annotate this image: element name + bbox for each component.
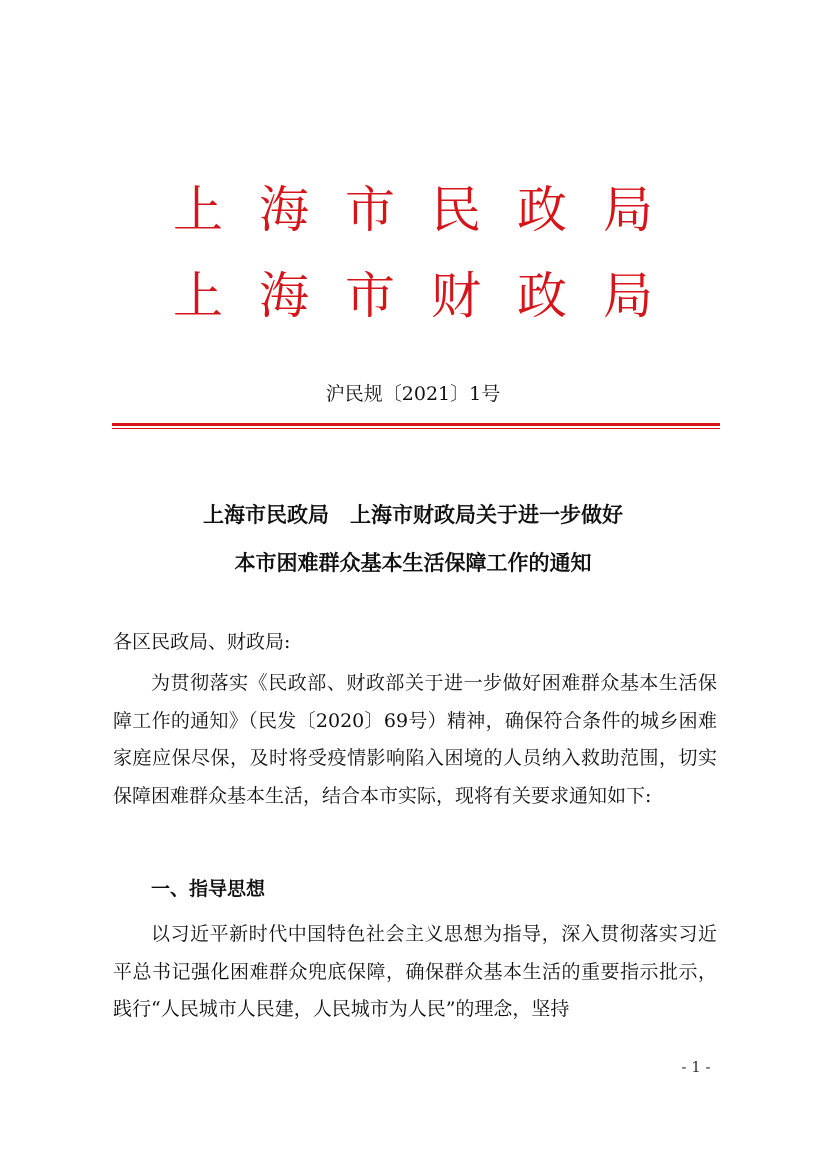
red-separator-thin: [112, 428, 720, 429]
document-title-line-1: 上海市民政局 上海市财政局关于进一步做好: [203, 503, 623, 527]
document-number: 沪民规〔2021〕1号: [325, 383, 501, 405]
paragraph-intro: 为贯彻落实《民政部、财政部关于进一步做好困难群众基本生活保障工作的通知》（民发〔2020〕69号）精神，确保符合条件的城乡困难家庭应保尽保，及时将受疫情影响陷入困境的人员纳入救助范围，切实保障困难群众基本生活，结合本市实际，现将有关要求通知如下:: [113, 672, 717, 807]
page-number: - 1 -: [681, 1058, 711, 1076]
document-title-line-2: 本市困难群众基本生活保障工作的通知: [234, 551, 592, 575]
issuer-civil-affairs-bureau: 上海市民政局: [173, 181, 689, 239]
section-heading-guiding-ideology: 一、指导思想: [151, 878, 266, 900]
paragraph-guiding-ideology: 以习近平新时代中国特色社会主义思想为指导，深入贯彻落实习近平总书记强化困难群众兜底保障，确保群众基本生活的重要指示批示，践行“人民城市人民建，人民城市为人民”的理念，坚持: [113, 923, 717, 1020]
issuer-finance-bureau: 上海市财政局: [173, 267, 689, 325]
red-separator-thick: [112, 423, 720, 426]
salutation: 各区民政局、财政局:: [113, 631, 291, 653]
